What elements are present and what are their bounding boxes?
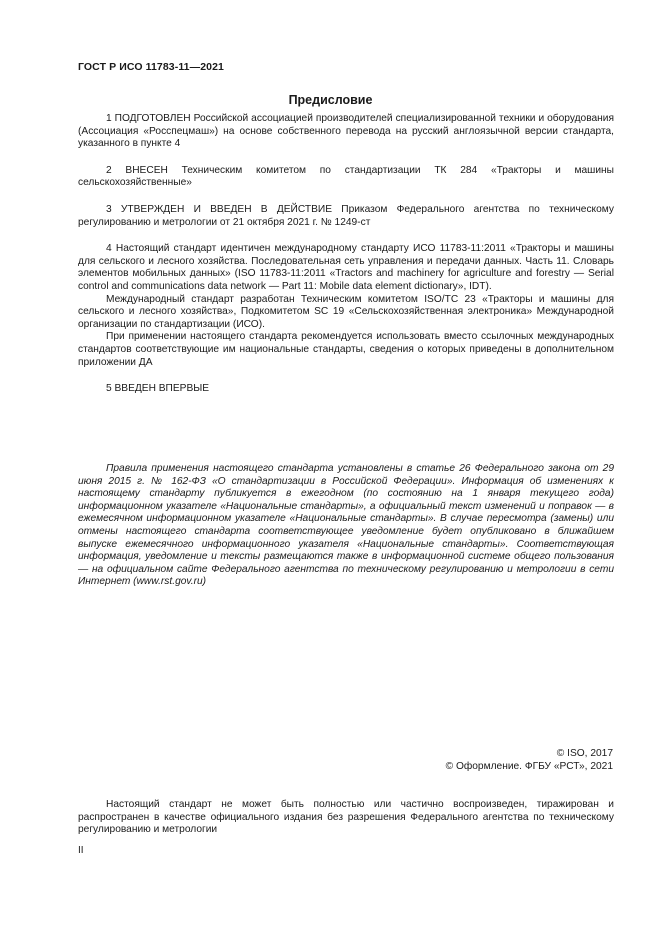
copyright-block (446, 747, 613, 773)
foreword-item-4-intl: Международный стандарт разработан Техническим комитетом ISO/TC 23 «Тракторы и машины для сельского и лесного хозяйства», Подкомитетом SC 19 «Сельскохозяйственная электроника» Международной организации по стандартизации (ИСО). (78, 293, 614, 330)
foreword-item-2: 2 ВНЕСЕН Техническим комитетом по стандартизации ТК 284 «Тракторы и машины сельскохозяйственные» (78, 164, 614, 189)
foreword-body (78, 113, 614, 396)
page-number: II (78, 845, 84, 856)
copyright-design: © Оформление. ФГБУ «РСТ», 2021 (445, 761, 613, 772)
foreword-item-5: 5 ВВЕДЕН ВПЕРВЫЕ (106, 383, 210, 395)
foreword-item-3: 3 УТВЕРЖДЕН И ВВЕДЕН В ДЕЙСТВИЕ Приказом Федерального агентства по техническому регулированию и метрологии от 21 октября 2021 г. № 1249-ст (78, 203, 614, 228)
rules-notice: Правила применения настоящего стандарта установлены в статье 26 Федерального закона от 29 июня 2015 г. № 162-ФЗ «О стандартизации в Российской Федерации». Информация об изменениях к настоящему стандарту публикуется в ежегодном (по состоянию на 1 января текущего года) информационном указателе «Национальные стандарты», а официальный текст изменений и поправок — в ежемесячном информационном указателе «Национальные стандарты». В случае пересмотра (замены) или отмены настоящего стандарта соответствующее уведомление будет опубликовано в ближайшем выпуске ежемесячного информационного указателя «Национальные стандарты». Соответствующая информация, уведомление и тексты размещаются также в информационной системе общего пользования — на официальном сайте Федерального агентства по техническому регулированию и метрологии в сети Интернет (www.rst.gov.ru) (78, 463, 614, 588)
copyright-iso: © ISO, 2017 (556, 748, 613, 759)
standard-id-header: ГОСТ Р ИСО 11783-11—2021 (78, 61, 224, 73)
foreword-item-4-note: При применении настоящего стандарта рекомендуется использовать вместо ссылочных международных стандартов соответствующие им национальные стандарты, сведения о которых приведены в дополнительном приложении ДА (78, 331, 614, 368)
foreword-item-1: 1 ПОДГОТОВЛЕН Российской ассоциацией производителей специализированной техники и оборудования (Ассоциация «Росспецмаш») на основе собственного перевода на русский англоязычной версии стандарта, указанного в пункте 4 (78, 113, 614, 150)
foreword-item-4: 4 Настоящий стандарт идентичен международному стандарту ИСО 11783-11:2011 «Тракторы и машины для сельского и лесного хозяйства. Последовательная сеть управления и передачи данных. Часть 11. Словарь элементов мобильных данных» (ISO 11783-11:2011 «Tractors and machinery for agriculture and forestry — Serial control and communications data network — Part 11: Mobile data element dictionary», IDT). (78, 243, 614, 292)
page-title: Предисловие (288, 93, 373, 107)
reproduction-notice: Настоящий стандарт не может быть полностью или частично воспроизведен, тиражирован и распространен в качестве официального издания без разрешения Федерального агентства по техническому регулированию и метрологии (78, 799, 614, 836)
